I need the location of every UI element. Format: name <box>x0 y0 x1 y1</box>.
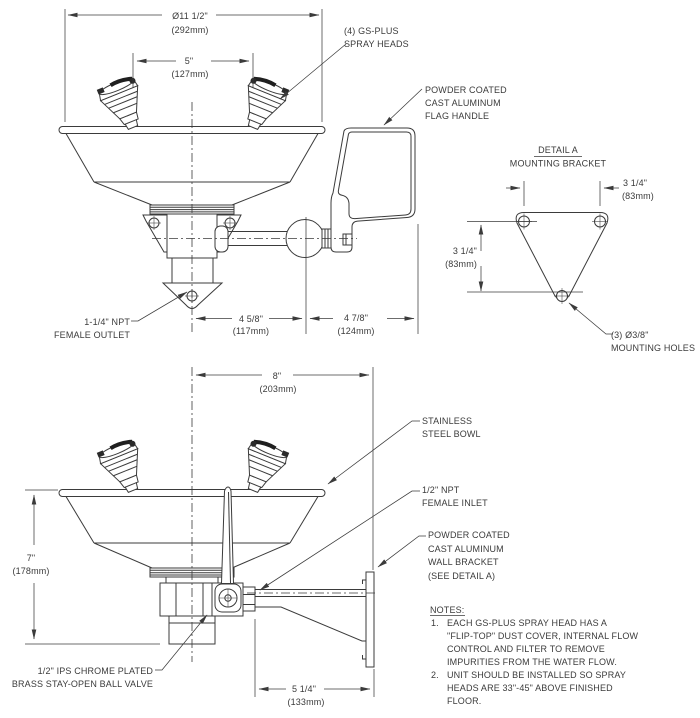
label-bowl: STEEL BOWL <box>422 429 481 439</box>
dim-height: 7" <box>26 553 36 563</box>
dim-width: 8" <box>272 371 282 381</box>
dim-wall: 5 1/4" <box>291 684 317 694</box>
label-bowl: STAINLESS <box>422 416 473 426</box>
leader-bowl <box>328 421 420 484</box>
dim-ball-to-handle: 4 7/8" <box>343 313 369 323</box>
front-view <box>59 75 415 308</box>
note-line: IMPURITIES FROM THE WATER FLOW. <box>447 657 617 667</box>
label-inlet: 1/2" NPT <box>422 485 460 495</box>
dim-bracket-vertical: 3 1/4" <box>452 246 477 256</box>
label-flag-handle: FLAG HANDLE <box>425 111 490 121</box>
spray-head <box>96 438 151 498</box>
dim-wall-mm: (133mm) <box>287 697 325 707</box>
notes-heading: NOTES: <box>430 605 465 615</box>
dim-spray-spacing: 5" <box>184 56 194 66</box>
label-ball-valve: 1/2" IPS CHROME PLATED <box>37 666 153 676</box>
note-line: EACH GS-PLUS SPRAY HEAD HAS A <box>447 618 608 628</box>
label-ball-valve: BRASS STAY-OPEN BALL VALVE <box>11 679 153 689</box>
spray-head <box>234 75 289 135</box>
dim-center-to-ball: 4 5/8" <box>238 314 264 324</box>
label-wall-bracket: (SEE DETAIL A) <box>428 571 496 581</box>
flag-handle-front <box>331 128 415 252</box>
dim-diameter-mm: (292mm) <box>171 25 209 35</box>
detail-a-title: DETAIL A <box>538 145 578 155</box>
label-mounting-holes: (3) Ø3/8" <box>611 330 649 340</box>
leader-wall-bracket <box>378 536 426 567</box>
note-line: CONTROL AND FILTER TO REMOVE <box>447 644 605 654</box>
label-outlet: 1-1/4" NPT <box>84 317 130 327</box>
note-line: "FLIP-TOP" DUST COVER, INTERNAL FLOW <box>447 631 639 641</box>
dim-bracket-horizontal: 3 1/4" <box>623 178 648 188</box>
dim-ball-to-handle-mm: (124mm) <box>337 326 375 336</box>
spray-head <box>96 75 151 135</box>
label-outlet: FEMALE OUTLET <box>54 330 130 340</box>
wall-plate <box>366 572 374 667</box>
note-line: UNIT SHOULD BE INSTALLED SO SPRAY <box>447 670 626 680</box>
leader-inlet <box>260 491 420 590</box>
dim-center-to-ball-mm: (117mm) <box>232 326 270 336</box>
note-number: 2. <box>431 670 439 680</box>
dim-diameter: Ø11 1/2" <box>172 11 208 21</box>
dim-bracket-horizontal-mm: (83mm) <box>622 191 654 201</box>
dim-width-mm: (203mm) <box>259 384 297 394</box>
leader-flag-handle <box>384 89 422 125</box>
label-wall-bracket: CAST ALUMINUM <box>428 544 504 554</box>
label-inlet: FEMALE INLET <box>422 498 488 508</box>
label-wall-bracket: WALL BRACKET <box>428 557 499 567</box>
label-flag-handle: CAST ALUMINUM <box>425 98 501 108</box>
annotations <box>12 11 695 707</box>
wall-bracket-arm <box>255 572 374 667</box>
side-view <box>59 438 374 667</box>
note-line: HEADS ARE 33"-45" ABOVE FINISHED <box>447 683 613 693</box>
mounting-bracket-plate <box>516 213 608 301</box>
label-mounting-holes: MOUNTING HOLES <box>611 343 696 353</box>
hole-center-ticks <box>147 214 608 608</box>
dim-height-mm: (178mm) <box>12 566 50 576</box>
dim-spray-spacing-mm: (127mm) <box>171 69 209 79</box>
label-spray-heads: (4) GS-PLUS <box>344 26 399 36</box>
note-number: 1. <box>431 618 439 628</box>
detail-a-subtitle: MOUNTING BRACKET <box>509 158 607 169</box>
spray-head <box>234 438 289 498</box>
dim-bracket-vertical-mm: (83mm) <box>445 259 477 269</box>
leader-holes <box>569 303 613 334</box>
label-wall-bracket: POWDER COATED <box>428 530 510 540</box>
leader-spray-heads <box>280 44 346 99</box>
note-line: FLOOR. <box>447 696 482 706</box>
label-spray-heads: SPRAY HEADS <box>344 39 409 49</box>
label-flag-handle: POWDER COATED <box>425 85 507 95</box>
